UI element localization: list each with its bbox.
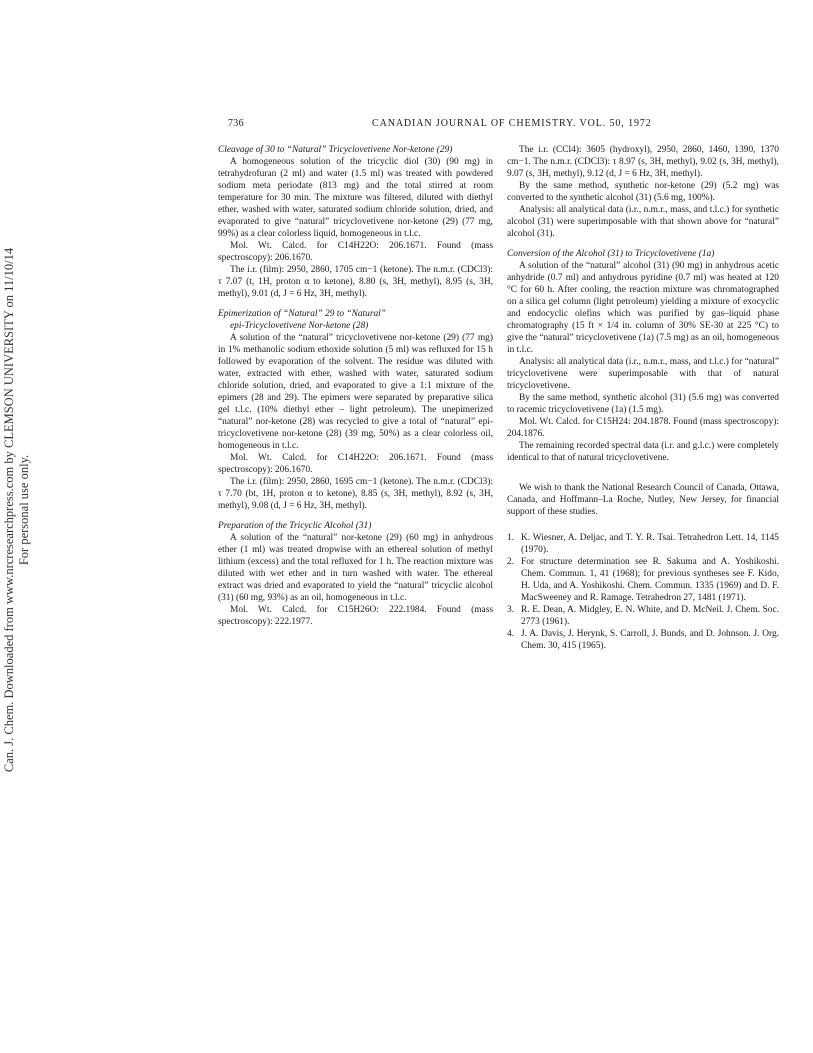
reference-list (507, 532, 779, 652)
paragraph: By the same method, synthetic nor-ketone (29) (5.2 mg) was converted to the synthetic alcohol (31) (5.6 mg, 100%). (507, 181, 779, 203)
paragraph: Analysis: all analytical data (i.r., n.m.r., mass, and t.l.c.) for synthetic alcohol (31) were superimposable with that shown above for “natural” alcohol (31). (507, 205, 779, 239)
paragraph: A homogeneous solution of the tricyclic diol (30) (90 mg) in tetrahydrofuran (2 ml) and water (1.5 ml) was treated with powdered sodium meta periodate (813 mg) and the total stirred at room temperature for 30 min. The mixture was filtered, diluted with diethyl ether, washed with water, saturated sodium chloride solution, dried, and evaporated to give “natural” tricyclovetivene nor-ketone (29) (77 mg, 99%) as a clear colorless liquid, homogeneous in t.l.c. (218, 157, 493, 239)
left-column (218, 144, 493, 628)
reference-item: 3. R. E. Dean, A. Midgley, E. N. White, and D. McNeil. J. Chem. Soc. 2773 (1961). (507, 605, 779, 627)
download-watermark (2, 200, 34, 820)
reference-item: 1. K. Wiesner, A. Deljac, and T. Y. R. Tsai. Tetrahedron Lett. 14, 1145 (1970). (507, 533, 779, 555)
paragraph: Mol. Wt. Calcd. for C15H24: 204.1878. Found (mass spectroscopy): 204.1876. (507, 417, 779, 439)
paragraph: A solution of the “natural” nor-ketone (29) (60 mg) in anhydrous ether (1 ml) was treated dropwise with an ethereal solution of methyl lithium (excess) and the total refluxed for 1 h. The reaction mixture was diluted with wet ether and in turn washed with water. The ethereal extract was dried and evaporated to yield the “natural” tricyclic alcohol (31) (60 mg, 93%) as an oil, homogeneous in t.l.c. (218, 533, 493, 603)
personal-use-line: For personal use only. (17, 454, 31, 566)
paragraph: A solution of the “natural” alcohol (31) (90 mg) in anhydrous acetic anhydride (0.7 ml) and anhydrous pyridine (0.7 ml) was heated at 120 °C for 60 h. After cooling, the reaction mixture was chromatographed on a silica gel column (light petroleum) yielding a mixture of exocyclic and endocyclic olefins which was purified by gas–liquid phase chromatography (15 ft × 1/4 in. column of 30% SE-30 at 225 °C) to give the “natural” tricyclovetivene (1a) (7.5 mg) as an oil, homogeneous in t.l.c. (507, 261, 779, 355)
section-heading-conversion: Conversion of the Alcohol (31) to Tricyclovetivene (1a) (507, 249, 715, 259)
download-source-line: Can. J. Chem. Downloaded from www.nrcresearchpress.com by CLEMSON UNIVERSITY on 11/10/14 (2, 247, 16, 773)
section-heading-cleavage: Cleavage of 30 to “Natural” Tricyclovetivene Nor-ketone (29) (218, 145, 453, 155)
section-heading-epimerization-cont: epi-Tricyclovetivene Nor-ketone (28) (230, 321, 369, 331)
paragraph: The i.r. (CCl4): 3605 (hydroxyl), 2950, 2860, 1460, 1390, 1370 cm−1. The n.m.r. (CDCl3): τ 8.97 (s, 3H, methyl), 9.02 (s, 3H, methyl), 9.07 (s, 3H, methyl), 9.12 (d, J = 6 Hz, 3H, methyl). (507, 145, 779, 179)
paragraph: The remaining recorded spectral data (i.r. and g.l.c.) were completely identical to that of natural tricyclovetivene. (507, 441, 779, 463)
paragraph: The i.r. (film): 2950, 2860, 1705 cm−1 (ketone). The n.m.r. (CDCl3): τ 7.07 (t, 1H, proton α to ketone), 8.80 (s, 3H, methyl), 8.95 (s, 3H, methyl), 9.01 (d, J = 6 Hz, 3H, methyl). (218, 265, 493, 299)
page-number: 736 (228, 118, 244, 129)
acknowledgement: We wish to thank the National Research Council of Canada, Ottawa, Canada, and Hoffmann–La Roche, Nutley, New Jersey, for financial support of these studies. (507, 483, 779, 517)
right-column (507, 144, 779, 652)
paragraph: Mol. Wt. Calcd. for C14H22O: 206.1671. Found (mass spectroscopy): 206.1670. (218, 241, 493, 263)
section-heading-epimerization: Epimerization of “Natural” 29 to “Natural” (218, 309, 387, 319)
paragraph: The i.r. (film): 2950, 2860, 1695 cm−1 (ketone). The n.m.r. (CDCl3): τ 7.70 (bt, 1H, proton α to ketone), 8.85 (s, 3H, methyl), 8.92 (s, 3H, methyl), 9.08 (d, J = 6 Hz, 3H, methyl). (218, 477, 493, 511)
journal-title: CANADIAN JOURNAL OF CHEMISTRY. VOL. 50, 1972 (372, 118, 652, 129)
paragraph: Mol. Wt. Calcd. for C15H26O: 222.1984. Found (mass spectroscopy): 222.1977. (218, 605, 493, 627)
paragraph: Mol. Wt. Calcd. for C14H22O: 206.1671. Found (mass spectroscopy): 206.1670. (218, 453, 493, 475)
reference-item: 4. J. A. Davis, J. Herynk, S. Carroll, J. Bunds, and D. Johnson. J. Org. Chem. 30, 415 (1965). (507, 629, 779, 651)
paragraph: A solution of the “natural” tricyclovetivene nor-ketone (29) (77 mg) in 1% methanolic sodium ethoxide solution (5 ml) was refluxed for 15 h followed by evaporation of the solvent. The residue was diluted with water, extracted with ether, washed with water, saturated sodium chloride solution, dried, and evaporated to give a 1:1 mixture of the epimers (28 and 29). The epimers were separated by preparative silica gel t.l.c. (10% diethyl ether – light petroleum). The unepimerized “natural” nor-ketone (28) was recycled to give a total of “natural” epi-tricyclovetivene nor-ketone (28) (39 mg, 50%) as a clear colorless oil, homogeneous in t.l.c. (218, 333, 493, 451)
paragraph: By the same method, synthetic alcohol (31) (5.6 mg) was converted to racemic tricyclovetivene (1a) (1.5 mg). (507, 393, 779, 415)
paragraph: Analysis: all analytical data (i.r., n.m.r., mass, and t.l.c.) for “natural” tricyclovetivene were superimposable with that of natural tricyclovetivene. (507, 357, 779, 391)
reference-item: 2. For structure determination see R. Sakuma and A. Yoshikoshi. Chem. Commun. 1, 41 (1968); for previous syntheses see F. Kido, H. Uda, and A. Yoshikoshi. Chem. Commun. 1335 (1969) and D. F. MacSweeney and R. Ramage. Tetrahedron 27, 1481 (1971). (507, 557, 779, 603)
section-heading-tricyclic-alcohol: Preparation of the Tricyclic Alcohol (31) (218, 521, 372, 531)
